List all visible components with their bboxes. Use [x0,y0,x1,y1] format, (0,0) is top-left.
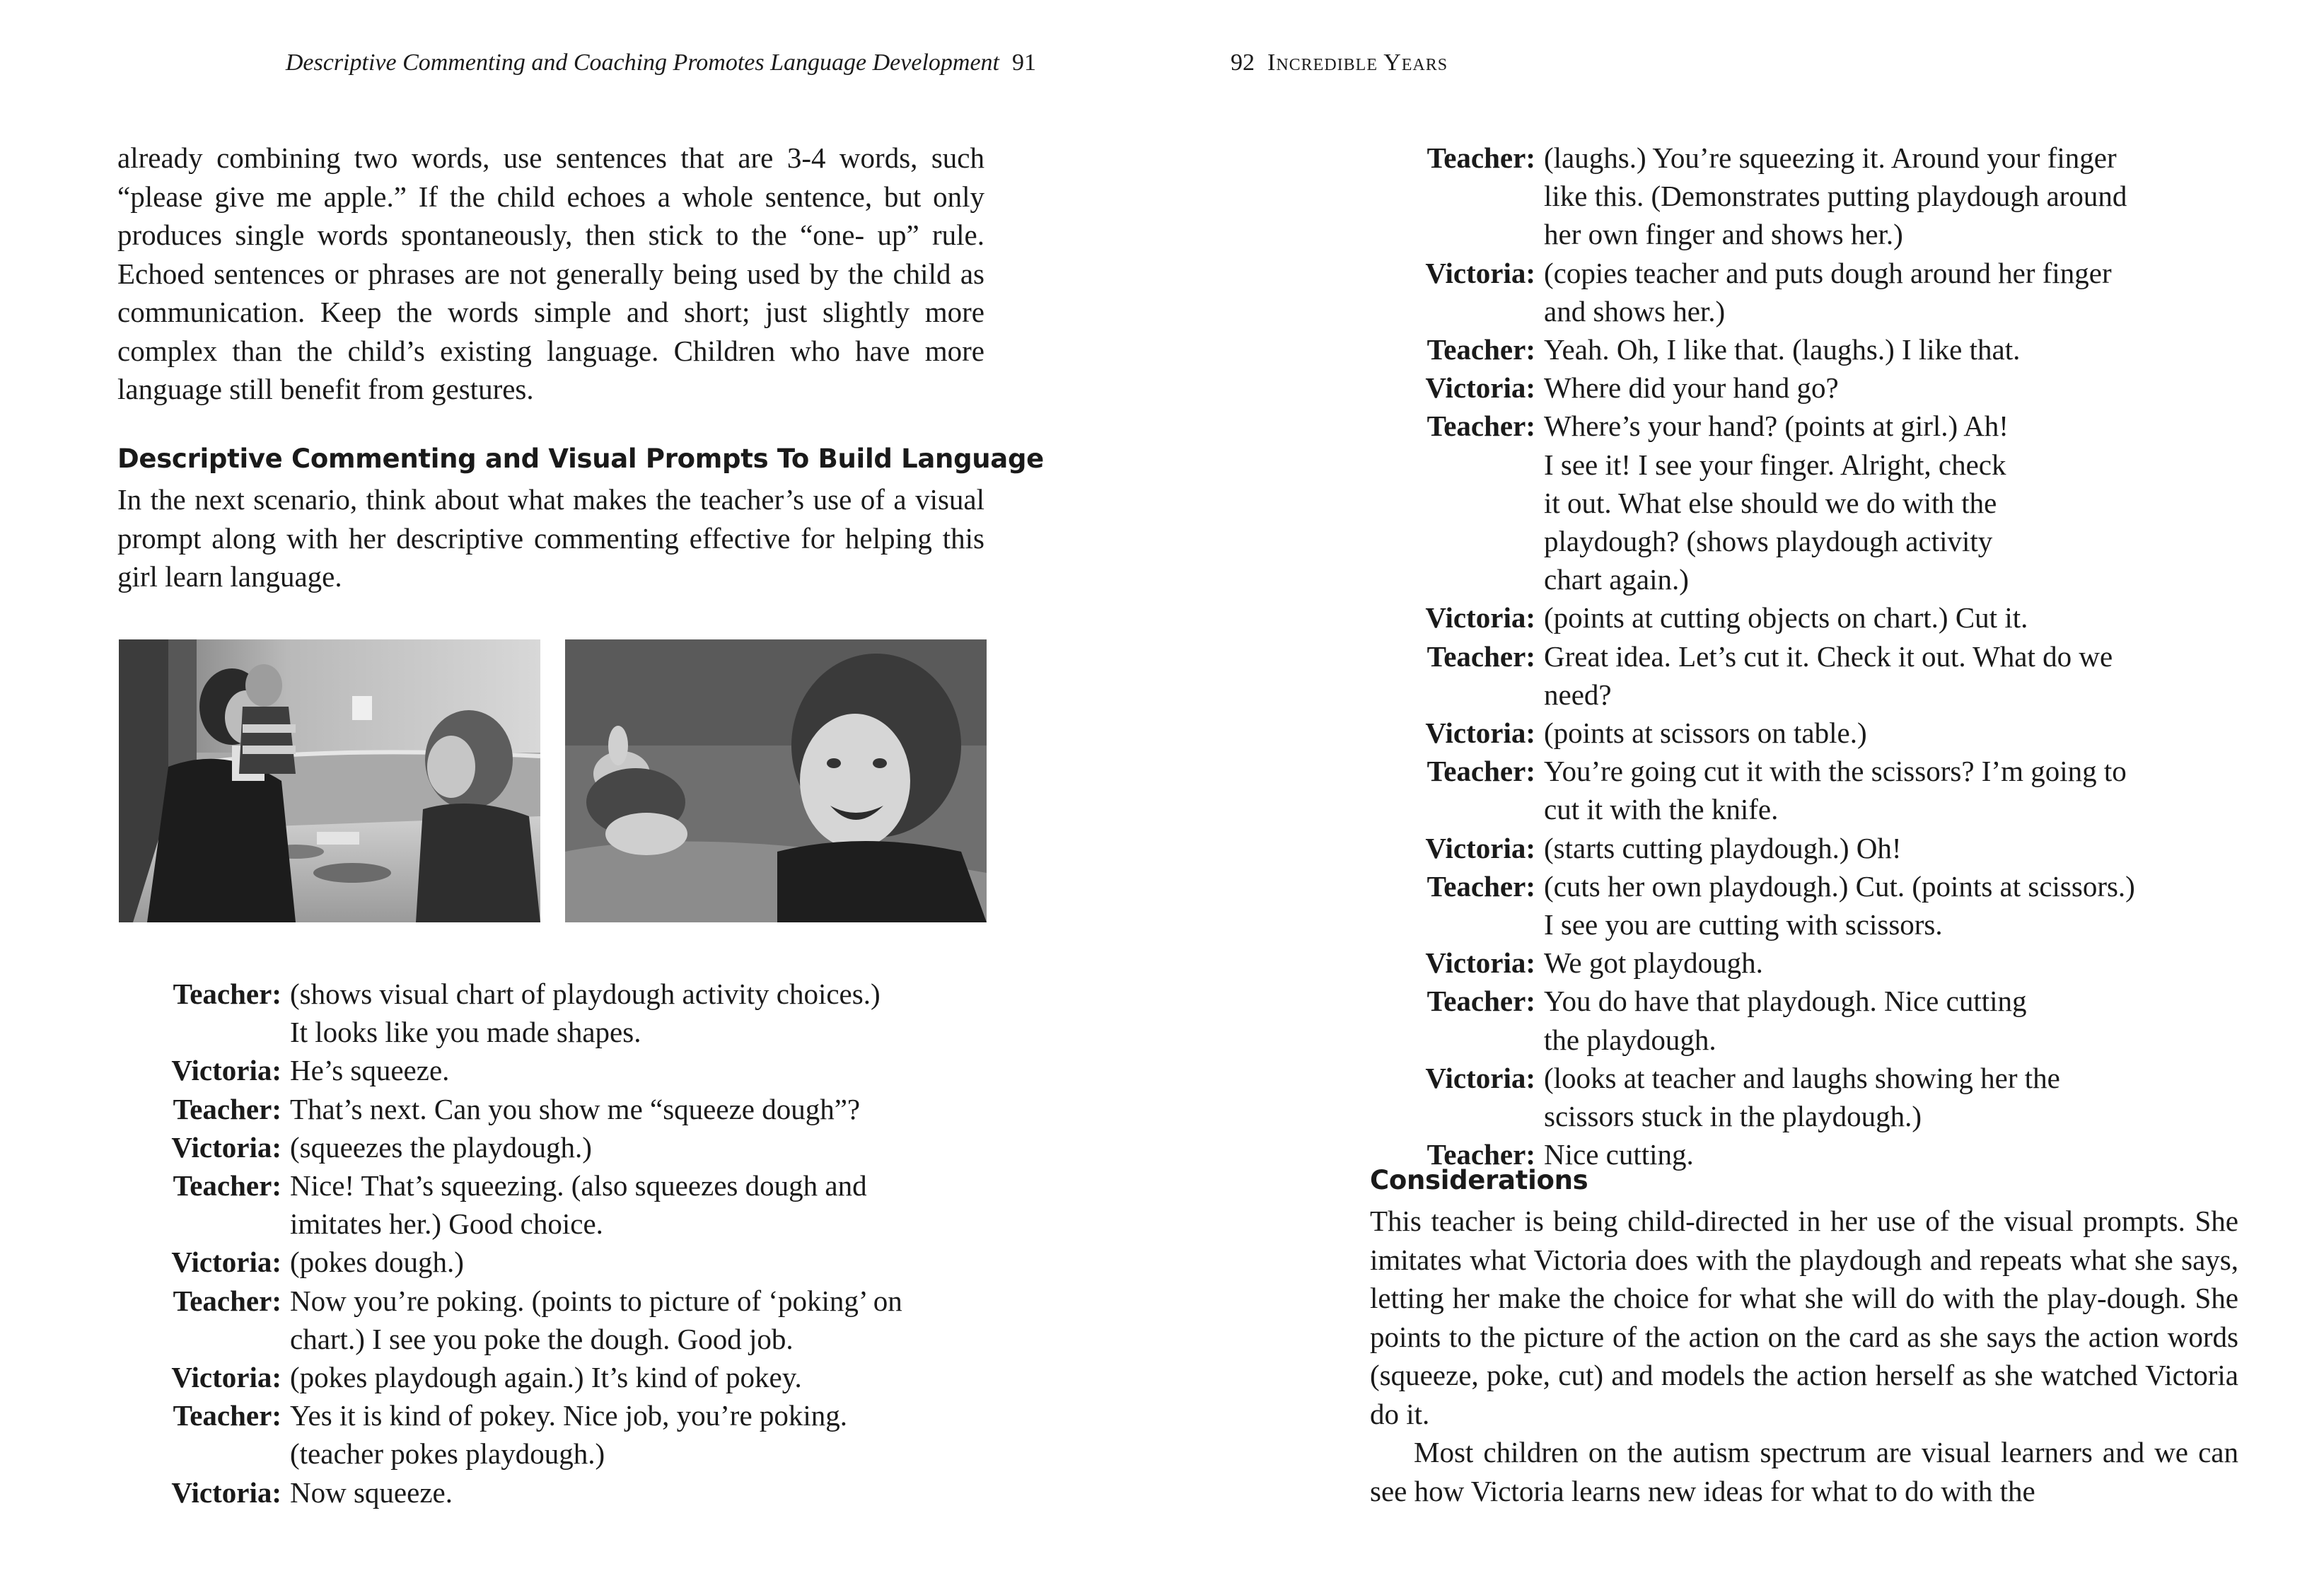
dialogue-row [1414,407,2142,445]
considerations-paragraph-2: Most children on the autism spectrum are visual learners and we can see how Victoria learns new ideas for what to do with the [1370,1436,2238,1507]
dialogue-line: Now squeeze. [290,1476,453,1509]
dialogue-row [161,1205,996,1243]
dialogue-line: playdough? (shows playdough activity [1544,525,1993,558]
speaker-label [161,1320,281,1358]
dialogue-line: Nice! That’s squeezing. (also squeezes dough and [290,1169,867,1202]
dialogue-line: (starts cutting playdough.) Oh! [1544,831,1902,864]
dialogue-row [161,1396,996,1434]
dialogue-line: cut it with the knife. [1544,793,1779,826]
dialogue-row [1414,560,2142,598]
page-number: 91 [1012,50,1036,76]
dialogue-line: I see you are cutting with scissors. [1544,908,1943,941]
dialogue-line: (copies teacher and puts dough around her finger [1544,256,2112,289]
speaker-label [1414,790,1535,828]
dialogue-line: (points at scissors on table.) [1544,717,1867,750]
dialogue-line: We got playdough. [1544,946,1763,980]
dialogue-row [161,1051,996,1089]
speaker-label: Teacher: [173,1399,281,1432]
dialogue-row [161,1282,996,1320]
dialogue-line: chart.) I see you poke the dough. Good job. [290,1322,794,1355]
speaker-label: Victoria: [1425,1061,1535,1094]
speaker-label: Teacher: [1427,1138,1535,1171]
dialogue-line: You’re going cut it with the scissors? I’m going to [1544,755,2127,788]
considerations-heading: Considerations [1370,1165,1588,1195]
section-heading: Descriptive Commenting and Visual Prompts To Build Language [117,444,1044,474]
speaker-label [1414,292,1535,330]
dialogue-line: It looks like you made shapes. [290,1016,641,1049]
dialogue-row [1414,446,2142,484]
dialogue-row [1414,177,2142,215]
dialogue-row [1414,598,2142,637]
dialogue-left [161,975,996,1512]
dialogue-line: her own finger and shows her.) [1544,218,1903,251]
speaker-label [161,1205,281,1243]
speaker-label: Teacher: [173,978,281,1010]
speaker-label: Victoria: [1425,946,1535,980]
speaker-label: Teacher: [1427,639,1535,673]
girl-playdough-photo-image [565,639,987,922]
dialogue-line: Great idea. Let’s cut it. Check it out. What do we need? [1544,639,2113,711]
dialogue-row [1414,752,2142,790]
dialogue-line: Where’s your hand? (points at girl.) Ah! [1544,410,2009,443]
dialogue-line: He’s squeeze. [290,1054,450,1087]
dialogue-line: That’s next. Can you show me “squeeze dough”? [290,1092,861,1125]
dialogue-line: Yes it is kind of pokey. Nice job, you’re poking. [290,1399,848,1432]
speaker-label [1414,905,1535,944]
speaker-label [161,1013,281,1051]
dialogue-line: the playdough. [1544,1023,1716,1056]
dialogue-row [1414,1097,2142,1135]
dialogue-line: (shows visual chart of playdough activity choices.) [290,978,881,1010]
girl-playdough-photo [565,639,987,922]
dialogue-row [1414,905,2142,944]
speaker-label: Victoria: [171,1054,281,1087]
speaker-label [1414,484,1535,522]
dialogue-row [1414,330,2142,369]
speaker-label: Teacher: [173,1092,281,1125]
speaker-label [1414,560,1535,598]
speaker-label [1414,446,1535,484]
considerations-paragraph-1: This teacher is being child-directed in her use of the visual prompts. She imitates what Victoria does with the playdough and repeats what she says, letting her make the choice for what she will do with the play-dough. She points to the picture of the action on the card as she says the action words (squeeze, poke, cut) and models the action herself as she watched Victoria do it. [1370,1205,2238,1430]
dialogue-line: (cuts her own playdough.) Cut. (points at scissors.) [1544,869,2135,903]
speaker-label: Teacher: [1427,141,1535,174]
considerations-section [1370,1202,2238,1510]
dialogue-row [161,1090,996,1128]
dialogue-line: Yeah. Oh, I like that. (laughs.) I like that. [1544,333,2021,366]
dialogue-line: (squeezes the playdough.) [290,1130,592,1164]
dialogue-line: I see it! I see your finger. Alright, check [1544,448,2006,481]
dialogue-row [1414,254,2142,292]
intro-text: already combining two words, use sentences that are 3-4 words, such “please give me apple.” If the child echoes a whole sentence, but only produces single words spontaneously, then stick to the “one- up” rule. Echoed sentences or phrases are not generally being used by the child as communication. Keep the words simple and short; just slightly more complex than the child’s existing language. Children who have more language still benefit from gestures. [117,141,984,405]
speaker-label: Victoria: [1425,831,1535,864]
speaker-label [1414,522,1535,560]
dialogue-line: (pokes dough.) [290,1246,464,1279]
speaker-label: Teacher: [1427,985,1535,1018]
dialogue-row [1414,522,2142,560]
speaker-label [161,1434,281,1473]
dialogue-row [1414,982,2142,1020]
dialogue-row [1414,829,2142,867]
dialogue-line: chart again.) [1544,563,1689,596]
dialogue-line: You do have that playdough. Nice cutting [1544,985,2027,1018]
dialogue-line: (teacher pokes playdough.) [290,1437,605,1471]
speaker-label [1414,1021,1535,1059]
dialogue-row [1414,369,2142,407]
speaker-label [1414,215,1535,253]
speaker-label [1414,177,1535,215]
dialogue-row [1414,1059,2142,1097]
dialogue-row [161,1013,996,1051]
dialogue-line: imitates her.) Good choice. [290,1207,603,1241]
dialogue-line: Where did your hand go? [1544,371,1839,405]
dialogue-line: Nice cutting. [1544,1138,1694,1171]
dialogue-row [1414,714,2142,752]
speaker-label: Victoria: [1425,717,1535,750]
dialogue-line: scissors stuck in the playdough.) [1544,1100,1922,1133]
dialogue-line: (pokes playdough again.) It’s kind of pokey. [290,1361,802,1394]
speaker-label: Teacher: [1427,333,1535,366]
dialogue-row [161,975,996,1013]
running-head-title: Incredible Years [1267,50,1448,76]
speaker-label: Teacher: [173,1169,281,1202]
speaker-label: Victoria: [171,1130,281,1164]
dialogue-right [1414,139,2142,1173]
dialogue-row [1414,637,2142,714]
speaker-label: Victoria: [171,1361,281,1394]
speaker-label: Teacher: [1427,869,1535,903]
classroom-photo [119,639,540,922]
speaker-label: Teacher: [1427,755,1535,788]
running-head-title: Descriptive Commenting and Coaching Promotes Language Development [285,50,999,76]
dialogue-row [1414,484,2142,522]
section-paragraph [117,480,984,596]
running-head-right [1231,50,1448,76]
dialogue-line: (laughs.) You’re squeezing it. Around your finger [1544,141,2117,174]
dialogue-row [1414,292,2142,330]
dialogue-line: Now you’re poking. (points to picture of ‘poking’ on [290,1284,902,1317]
speaker-label: Victoria: [171,1476,281,1509]
speaker-label: Victoria: [1425,601,1535,634]
dialogue-row [161,1473,996,1512]
running-head-left [286,50,1036,76]
dialogue-row [1414,790,2142,828]
section-text: In the next scenario, think about what makes the teacher’s use of a visual prompt along with her descriptive commenting effective for helping this girl learn language. [117,483,984,593]
dialogue-row [161,1243,996,1281]
page-number: 92 [1231,50,1255,76]
dialogue-row [161,1128,996,1166]
dialogue-line: like this. (Demonstrates putting playdough around [1544,180,2127,213]
dialogue-row [161,1320,996,1358]
dialogue-line: (looks at teacher and laughs showing her the [1544,1061,2060,1094]
intro-paragraph [117,139,984,409]
dialogue-line: and shows her.) [1544,294,1726,327]
dialogue-row [1414,1021,2142,1059]
speaker-label: Teacher: [173,1284,281,1317]
speaker-label [1414,1097,1535,1135]
speaker-label: Teacher: [1427,410,1535,443]
dialogue-line: it out. What else should we do with the [1544,486,1997,519]
dialogue-row [161,1434,996,1473]
speaker-label: Victoria: [1425,256,1535,289]
dialogue-row [161,1166,996,1205]
dialogue-line: (points at cutting objects on chart.) Cut it. [1544,601,2028,634]
classroom-photo-image [119,639,540,922]
dialogue-row [161,1358,996,1396]
speaker-label: Victoria: [1425,371,1535,405]
dialogue-row [1414,139,2142,177]
dialogue-row [1414,944,2142,982]
dialogue-row [1414,215,2142,253]
speaker-label: Victoria: [171,1246,281,1279]
dialogue-row [1414,867,2142,905]
right-page [1162,0,2324,1571]
